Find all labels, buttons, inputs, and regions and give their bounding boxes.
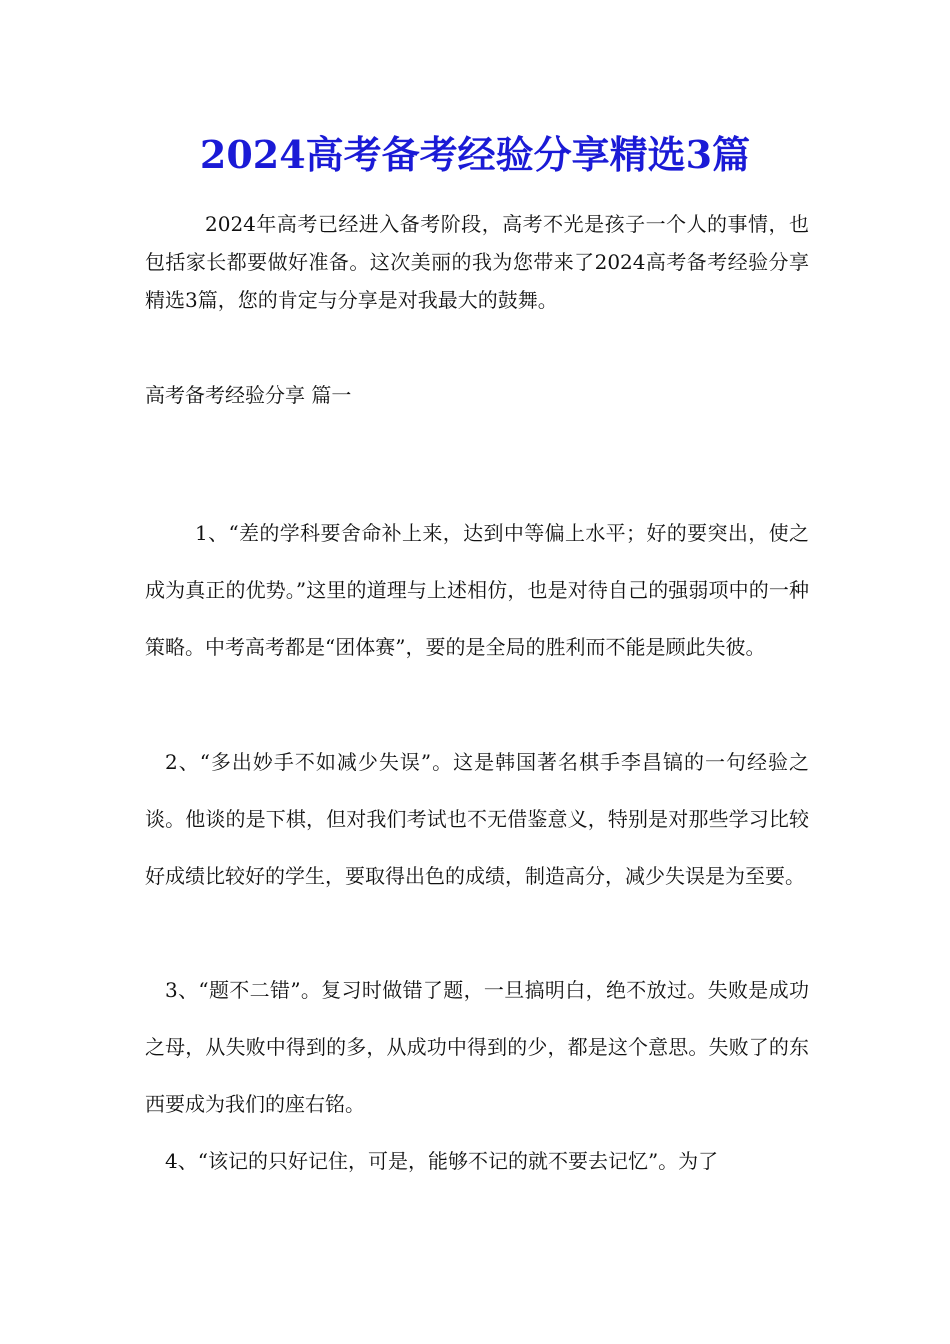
intro-paragraph: 2024年高考已经进入备考阶段，高考不光是孩子一个人的事情，也包括家长都要做好准备。这次美丽的我为您带来了2024高考备考经验分享精选3篇，您的肯定与分享是对我最大的鼓舞。 [145,212,809,312]
document-title: 2024高考备考经验分享精选3篇 [199,132,751,177]
body-paragraph-3: 3、“题不二错”。复习时做错了题，一旦搞明白，绝不放过。失败是成功之母，从失败中得到的多，从成功中得到的少，都是这个意思。失败了的东西要成为我们的座右铭。 [145,978,809,1116]
body-paragraph-2: 2、“多出妙手不如减少失误”。这是韩国著名棋手李昌镐的一句经验之谈。他谈的是下棋，但对我们考试也不无借鉴意义，特别是对那些学习比较好成绩比较好的学生，要取得出色的成绩，制造高分，减少失误是为至要。 [145,750,809,888]
section-heading: 高考备考经验分享 篇一 [145,383,352,407]
body-paragraph-1: 1、“差的学科要舍命补上来，达到中等偏上水平；好的要突出，使之成为真正的优势。”这里的道理与上述相仿，也是对待自己的强弱项中的一种策略。中考高考都是“团体赛”，要的是全局的胜利而不能是顾此失彼。 [145,521,809,659]
body-paragraph-4: 4、“该记的只好记住，可是，能够不记的就不要去记忆”。为了 [165,1149,719,1173]
